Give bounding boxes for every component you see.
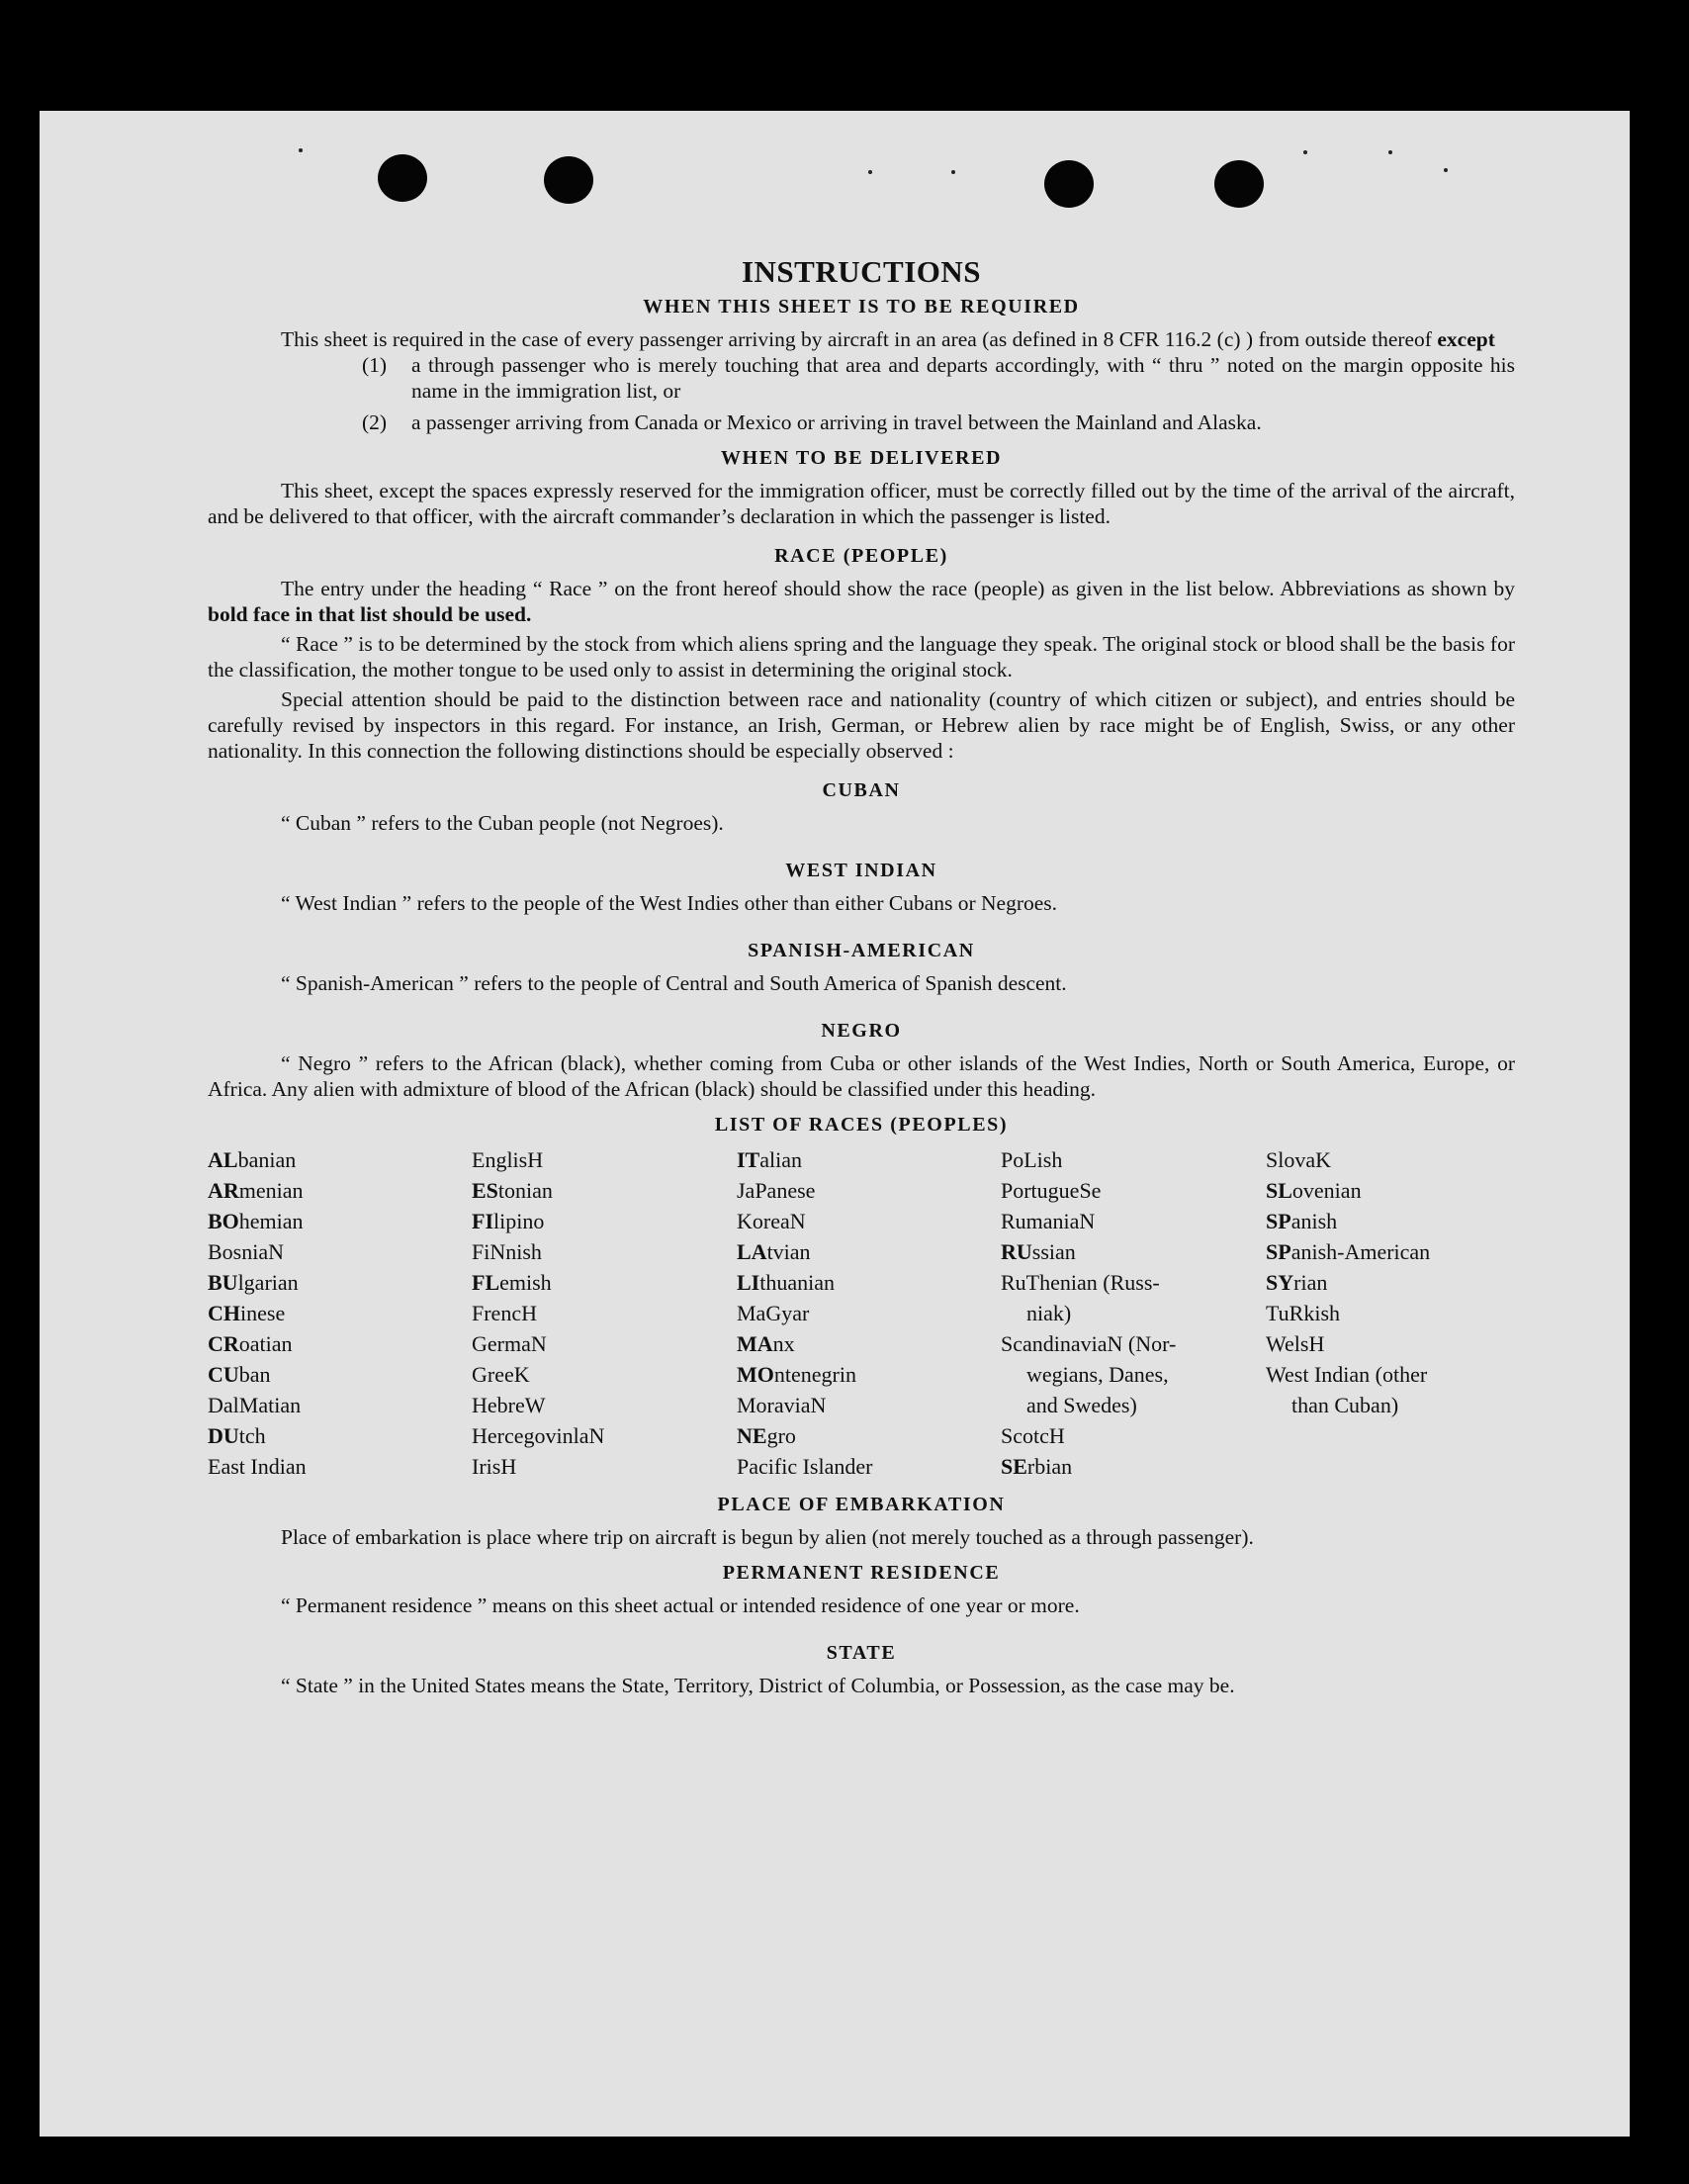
race-entry xyxy=(472,1298,737,1328)
race-name: thuanian xyxy=(759,1270,836,1295)
list-item xyxy=(208,352,1515,404)
punch-hole xyxy=(1044,160,1094,208)
race-abbrev: CH xyxy=(208,1301,240,1325)
speck xyxy=(868,170,872,174)
section-heading: PLACE OF EMBARKATION xyxy=(717,1494,1006,1515)
race-entry xyxy=(472,1359,737,1390)
race-entry xyxy=(737,1267,1001,1298)
paragraph: “ Negro ” refers to the African (black), whether coming from Cuba or other islands of the West Indies, North or South America, Europe, or Africa. Any alien with admixture of blood of the African (black) should be classified under this heading. xyxy=(208,1051,1515,1101)
race-abbrev: RU xyxy=(1001,1239,1032,1264)
race-name: lipino xyxy=(493,1209,545,1233)
race-name: FiNnish xyxy=(472,1239,542,1264)
race-abbrev: DU xyxy=(208,1423,239,1448)
race-name: emish xyxy=(499,1270,552,1295)
race-name: GreeK xyxy=(472,1362,530,1387)
race-entry xyxy=(208,1420,472,1451)
item-text: a passenger arriving from Canada or Mexico or arriving in travel between the Mainland and Alaska. xyxy=(411,410,1262,434)
document-page xyxy=(40,111,1630,2137)
race-name: ntenegrin xyxy=(773,1362,856,1387)
race-name: alian xyxy=(759,1147,803,1172)
race-abbrev: BU xyxy=(208,1270,238,1295)
section-heading: LIST OF RACES (PEOPLES) xyxy=(714,1114,1009,1136)
race-entry xyxy=(208,1175,472,1206)
race-name: ban xyxy=(238,1362,271,1387)
race-name: wegians, Danes, xyxy=(1026,1362,1169,1387)
race-name: PoLish xyxy=(1001,1147,1063,1172)
race-name: MoraviaN xyxy=(737,1393,827,1417)
paragraph xyxy=(208,576,1515,627)
race-entry xyxy=(1266,1267,1515,1298)
race-name: oatian xyxy=(238,1331,293,1356)
race-entry xyxy=(1001,1144,1266,1175)
race-entry xyxy=(208,1144,472,1175)
race-column xyxy=(1266,1144,1515,1482)
race-name: SlovaK xyxy=(1266,1147,1331,1172)
race-abbrev: SY xyxy=(1266,1270,1294,1295)
race-name: JaPanese xyxy=(737,1178,816,1203)
race-name: ScandinaviaN (Nor- xyxy=(1001,1331,1177,1356)
race-entry xyxy=(737,1359,1001,1390)
text: The entry under the heading “ Race ” on the front hereof should show the race (people) as given in the list below. Abbreviations as shown by xyxy=(281,577,1515,600)
race-name: niak) xyxy=(1026,1301,1072,1325)
race-name: EnglisH xyxy=(472,1147,544,1172)
item-number: (2) xyxy=(362,410,388,434)
race-name: banian xyxy=(237,1147,297,1172)
race-abbrev: BO xyxy=(208,1209,239,1233)
race-name: East Indian xyxy=(208,1454,307,1479)
race-entry xyxy=(472,1175,737,1206)
race-entry xyxy=(1001,1420,1266,1451)
list-item xyxy=(208,410,1515,435)
paragraph: “ Permanent residence ” means on this sheet actual or intended residence of one year or more. xyxy=(281,1593,1080,1617)
race-entry xyxy=(472,1144,737,1175)
speck xyxy=(299,148,303,152)
race-name: DalMatian xyxy=(208,1393,302,1417)
race-name: HebreW xyxy=(472,1393,546,1417)
speck xyxy=(1303,150,1307,154)
punch-hole xyxy=(544,156,593,204)
race-entry xyxy=(1266,1175,1515,1206)
section-heading: WHEN THIS SHEET IS TO BE REQUIRED xyxy=(643,296,1080,318)
race-name: tonian xyxy=(497,1178,553,1203)
race-entry xyxy=(1266,1236,1515,1267)
section-heading: WEST INDIAN xyxy=(785,860,937,881)
speck xyxy=(1444,168,1448,172)
race-entry xyxy=(1266,1206,1515,1236)
race-name: IrisH xyxy=(472,1454,517,1479)
section-heading: STATE xyxy=(826,1642,897,1664)
race-abbrev: AR xyxy=(208,1178,239,1203)
race-entry xyxy=(1001,1175,1266,1206)
race-entry xyxy=(737,1420,1001,1451)
race-abbrev: SP xyxy=(1266,1209,1291,1233)
race-entry xyxy=(1001,1451,1266,1482)
item-text: a through passenger who is merely touching that area and departs accordingly, with “ thru ” noted on the margin opposite his name in the immigration list, or xyxy=(411,353,1515,403)
race-column xyxy=(737,1144,1001,1482)
race-abbrev: SP xyxy=(1266,1239,1291,1264)
instructions-content xyxy=(208,254,1515,1698)
race-column xyxy=(208,1144,472,1482)
race-abbrev: SL xyxy=(1266,1178,1292,1203)
race-abbrev: CR xyxy=(208,1331,239,1356)
race-entry xyxy=(737,1206,1001,1236)
race-name: RumaniaN xyxy=(1001,1209,1096,1233)
race-entry xyxy=(1266,1390,1515,1420)
race-abbrev: LA xyxy=(737,1239,767,1264)
race-entry xyxy=(1001,1236,1266,1267)
race-list xyxy=(208,1144,1515,1482)
race-entry xyxy=(208,1298,472,1328)
race-name: BosniaN xyxy=(208,1239,284,1264)
section-heading: WHEN TO BE DELIVERED xyxy=(720,447,1003,469)
race-name: rbian xyxy=(1026,1454,1073,1479)
race-entry xyxy=(472,1267,737,1298)
race-entry xyxy=(472,1206,737,1236)
race-entry xyxy=(737,1236,1001,1267)
race-abbrev: AL xyxy=(208,1147,238,1172)
race-entry xyxy=(737,1328,1001,1359)
speck xyxy=(951,170,955,174)
race-entry xyxy=(1001,1298,1266,1328)
race-entry xyxy=(1001,1359,1266,1390)
race-abbrev: NE xyxy=(737,1423,767,1448)
race-name: ScotcH xyxy=(1001,1423,1065,1448)
race-abbrev: FL xyxy=(472,1270,500,1295)
bold-text: bold face xyxy=(208,602,291,626)
race-name: lgarian xyxy=(237,1270,299,1295)
race-entry xyxy=(208,1206,472,1236)
bold-text: except xyxy=(1437,327,1495,351)
race-name: HercegovinlaN xyxy=(472,1423,605,1448)
section-heading: PERMANENT RESIDENCE xyxy=(722,1562,1001,1584)
text: This sheet is required in the case of every passenger arriving by aircraft in an area (as defined in 8 CFR 116.2 (c) ) from outside thereof xyxy=(281,327,1438,351)
section-heading: RACE (PEOPLE) xyxy=(774,545,948,567)
section-heading: NEGRO xyxy=(821,1020,902,1042)
race-name: menian xyxy=(238,1178,304,1203)
section-heading: CUBAN xyxy=(822,779,901,801)
race-abbrev: IT xyxy=(737,1147,760,1172)
race-entry xyxy=(472,1390,737,1420)
race-name: and Swedes) xyxy=(1026,1393,1137,1417)
race-entry xyxy=(472,1328,737,1359)
race-name: TuRkish xyxy=(1266,1301,1341,1325)
race-abbrev: MO xyxy=(737,1362,774,1387)
speck xyxy=(1388,150,1392,154)
race-name: tvian xyxy=(766,1239,811,1264)
race-name: inese xyxy=(240,1301,286,1325)
race-abbrev: CU xyxy=(208,1362,239,1387)
race-entry xyxy=(737,1298,1001,1328)
race-abbrev: SE xyxy=(1001,1454,1027,1479)
paragraph: Special attention should be paid to the distinction between race and nationality (country of which citizen or subject), and entries should be carefully revised by inspectors in this regard. For instance, an Irish, German, or Hebrew alien by race might be of English, Swiss, or any other nationality. In this connection the following distinctions should be especially observed : xyxy=(208,687,1515,763)
race-entry xyxy=(472,1451,737,1482)
race-name: RuThenian (Russ- xyxy=(1001,1270,1160,1295)
race-entry xyxy=(208,1328,472,1359)
race-entry xyxy=(1266,1144,1515,1175)
race-abbrev: FI xyxy=(472,1209,493,1233)
race-name: FrencH xyxy=(472,1301,537,1325)
race-entry xyxy=(208,1236,472,1267)
race-name: GermaN xyxy=(472,1331,547,1356)
race-entry xyxy=(1001,1328,1266,1359)
race-column xyxy=(1001,1144,1266,1482)
race-name: than Cuban) xyxy=(1291,1393,1399,1417)
race-entry xyxy=(1001,1206,1266,1236)
race-entry xyxy=(472,1420,737,1451)
text: in that list should be used. xyxy=(290,602,532,626)
race-entry xyxy=(737,1175,1001,1206)
race-entry xyxy=(737,1451,1001,1482)
paragraph: “ State ” in the United States means the State, Territory, District of Columbia, or Possession, as the case may be. xyxy=(281,1674,1235,1697)
punch-hole xyxy=(378,154,427,202)
race-entry xyxy=(1266,1359,1515,1390)
race-abbrev: LI xyxy=(737,1270,760,1295)
race-name: KoreaN xyxy=(737,1209,806,1233)
paragraph xyxy=(208,326,1515,352)
race-name: anish-American xyxy=(1290,1239,1431,1264)
race-entry xyxy=(1266,1298,1515,1328)
paragraph: “ Spanish-American ” refers to the people of Central and South America of Spanish descent. xyxy=(281,971,1067,995)
race-entry xyxy=(208,1267,472,1298)
section-heading: SPANISH-AMERICAN xyxy=(748,940,975,961)
race-abbrev: MA xyxy=(737,1331,773,1356)
paragraph: “ Race ” is to be determined by the stock from which aliens spring and the language they speak. The original stock or blood shall be the basis for the classification, the mother tongue to be used only to assist in determining the original stock. xyxy=(208,632,1515,682)
race-name: hemian xyxy=(238,1209,304,1233)
race-entry xyxy=(1001,1267,1266,1298)
race-name: gro xyxy=(766,1423,796,1448)
race-name: Pacific Islander xyxy=(737,1454,873,1479)
race-name: West Indian (other xyxy=(1266,1362,1428,1387)
race-name: anish xyxy=(1290,1209,1338,1233)
race-entry xyxy=(1266,1328,1515,1359)
paragraph: “ West Indian ” refers to the people of the West Indies other than either Cubans or Negroes. xyxy=(281,891,1058,915)
race-name: nx xyxy=(772,1331,795,1356)
race-column xyxy=(472,1144,737,1482)
paragraph: Place of embarkation is place where trip on aircraft is begun by alien (not merely touched as a through passenger). xyxy=(281,1525,1254,1549)
paragraph: “ Cuban ” refers to the Cuban people (not Negroes). xyxy=(281,811,724,835)
race-name: ssian xyxy=(1031,1239,1076,1264)
race-name: WelsH xyxy=(1266,1331,1325,1356)
race-entry xyxy=(737,1144,1001,1175)
race-name: PortugueSe xyxy=(1001,1178,1102,1203)
race-name: ovenian xyxy=(1291,1178,1362,1203)
race-name: MaGyar xyxy=(737,1301,810,1325)
race-entry xyxy=(208,1359,472,1390)
item-number: (1) xyxy=(362,353,388,377)
race-entry xyxy=(208,1451,472,1482)
paragraph: This sheet, except the spaces expressly reserved for the immigration officer, must be correctly filled out by the time of the arrival of the aircraft, and be delivered to that officer, with the aircraft commander’s declaration in which the passenger is listed. xyxy=(208,479,1515,528)
race-entry xyxy=(208,1390,472,1420)
page-title: INSTRUCTIONS xyxy=(741,254,981,289)
race-abbrev: ES xyxy=(472,1178,498,1203)
race-name: rian xyxy=(1293,1270,1328,1295)
race-entry xyxy=(737,1390,1001,1420)
race-name: tch xyxy=(238,1423,266,1448)
race-entry xyxy=(472,1236,737,1267)
race-entry xyxy=(1001,1390,1266,1420)
punch-hole xyxy=(1214,160,1264,208)
